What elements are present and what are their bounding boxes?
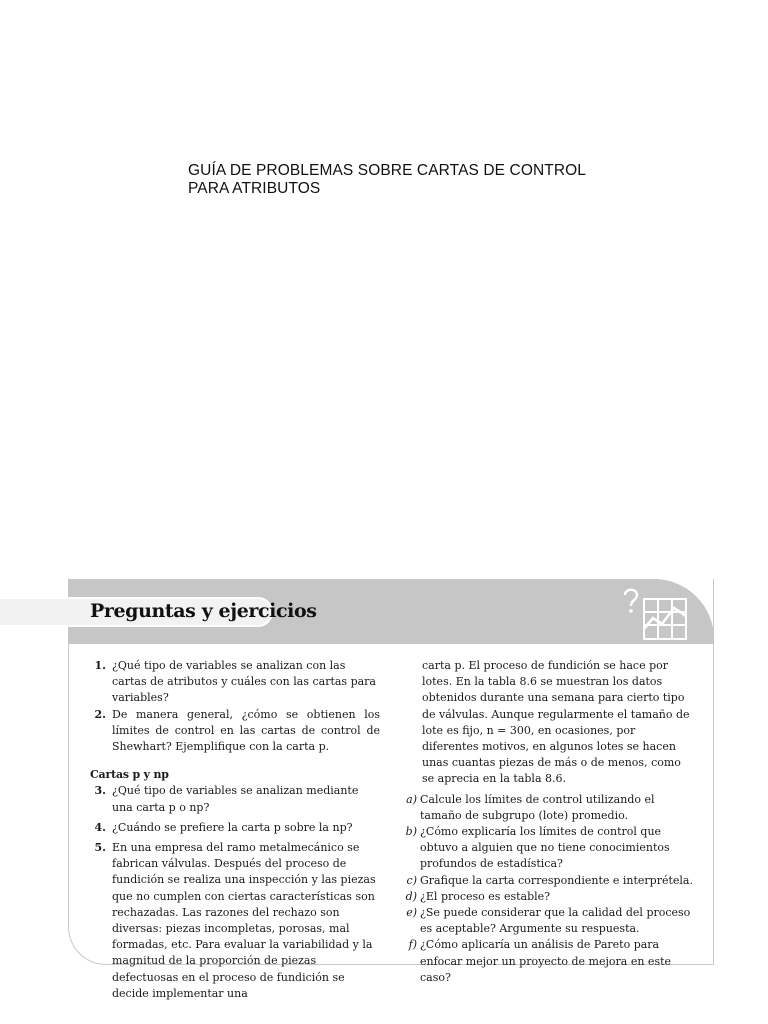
question-2 <box>90 707 380 756</box>
question-chart-icon <box>620 586 690 642</box>
questions-left-column <box>90 658 380 1002</box>
question-text: ¿Cuándo se prefiere la carta p sobre la np? <box>112 820 353 834</box>
subquestion-letter: b) <box>405 825 417 839</box>
subquestion-text: ¿Cómo aplicaría un análisis de Pareto para enfocar mejor un proyecto de mejora en este caso? <box>420 938 672 984</box>
question-text: En una empresa del ramo metalmecánico se fabrican válvulas. Después del proceso de fundición se realiza una inspección y las piezas que no cumplen con ciertas características son rechazadas. Las razones del rechazo son diversas: piezas incompletas, porosas, mal formadas, etc. Para evaluar la variabilidad y la magnitud de la proporción de piezas defectuosas en el proceso de fundición se decide implementar una <box>112 841 376 1000</box>
subquestion-letter: d) <box>405 889 417 903</box>
page-heading-line-1: GUÍA DE PROBLEMAS SOBRE CARTAS DE CONTROL <box>188 162 587 179</box>
subquestion-d <box>400 889 695 905</box>
question-number: 3. <box>94 784 106 798</box>
question-5-continued: carta p. El proceso de fundición se hace por lotes. En la tabla 8.6 se muestran los datos obtenidos durante una semana para cierto tipo de válvulas. Aunque regularmente el tamaño de lote es fijo, n = 300, en ocasiones, por diferentes motivos, en algunos lotes se hacen unas cuantas piezas de más o de menos, como se aprecia en la tabla 8.6. <box>422 659 690 786</box>
section-title: Cartas p y np <box>90 768 169 782</box>
question-text: ¿Qué tipo de variables se analizan mediante una carta p o np? <box>112 784 359 814</box>
subquestion-e <box>400 905 695 937</box>
subquestion-a <box>400 792 695 824</box>
subquestion-text: ¿El proceso es estable? <box>420 889 551 903</box>
subquestion-text: ¿Cómo explicaría los límites de control que obtuvo a alguien que no tiene conocimientos profundos de estadística? <box>420 825 670 871</box>
question-number: 5. <box>94 841 106 855</box>
subquestion-text: Calcule los límites de control utilizando el tamaño de subgrupo (lote) promedio. <box>420 792 655 822</box>
subquestion-c <box>400 873 695 889</box>
question-3 <box>90 783 380 815</box>
page-heading-line-2: PARA ATRIBUTOS <box>188 180 321 197</box>
subquestion-letter: e) <box>406 906 417 920</box>
question-5 <box>90 840 380 1002</box>
subquestion-letter: f) <box>408 938 417 952</box>
question-number: 1. <box>94 659 106 672</box>
subquestion-letter: c) <box>406 873 417 887</box>
question-text: De manera general, ¿cómo se obtienen los límites de control en las cartas de control de Shewhart? Ejemplifique con la carta p. <box>112 707 380 754</box>
question-text: ¿Qué tipo de variables se analizan con las cartas de atributos y cuáles con las cartas para variables? <box>112 659 376 705</box>
question-number: 4. <box>94 820 106 834</box>
question-1 <box>90 658 380 707</box>
subquestion-b <box>400 824 695 873</box>
questions-box-title: Preguntas y ejercicios <box>90 600 317 622</box>
subquestion-text: Grafique la carta correspondiente e interprétela. <box>420 873 693 887</box>
subquestion-f <box>400 937 695 986</box>
question-number: 2. <box>94 707 106 721</box>
questions-right-column <box>400 658 695 986</box>
subquestion-text: ¿Se puede considerar que la calidad del proceso es aceptable? Argumente su respuesta. <box>420 906 691 936</box>
subquestion-letter: a) <box>406 792 417 806</box>
page-heading <box>188 162 648 198</box>
question-4 <box>90 820 380 836</box>
